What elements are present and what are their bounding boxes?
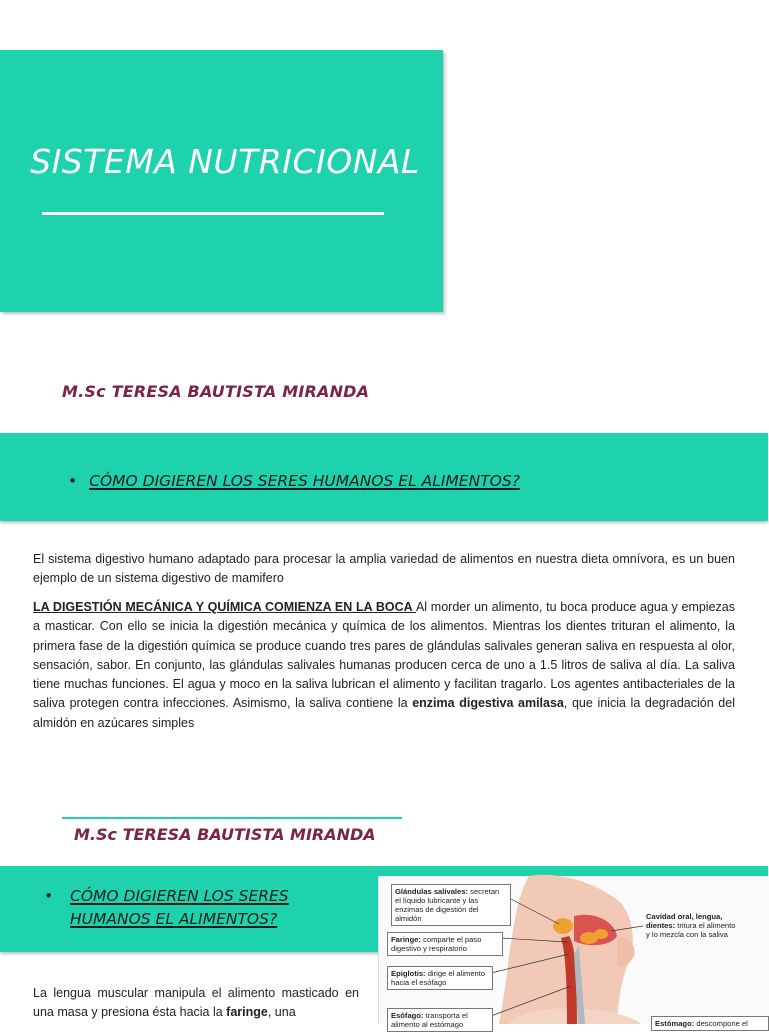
paragraph-text-b: , que inicia la degradación del almidón en azúcares simples xyxy=(33,696,735,730)
digestive-diagram xyxy=(378,876,769,1029)
pharynx-term: faringe xyxy=(226,1005,268,1020)
question-text: CÓMO DIGIEREN LOS SERES HUMANOS EL ALIMENTOS? xyxy=(89,472,520,490)
section-heading: LA DIGESTIÓN MECÁNICA Y QUÍMICA COMIENZA EN LA BOCA xyxy=(33,600,416,614)
label-esophagus: Esófago: transporta el alimento al estómago xyxy=(387,1008,493,1032)
amylase-term: enzima digestiva amilasa xyxy=(412,696,564,711)
label-pharynx: Faringe: comparte el paso digestivo y respiratorio xyxy=(387,932,503,956)
question-text: CÓMO DIGIEREN LOS SERES HUMANOS EL ALIMENTOS? xyxy=(70,887,289,928)
bullet: • xyxy=(68,472,78,490)
question-heading xyxy=(44,885,344,931)
label-oral-cavity: Cavidad oral, lengua, dientes: tritura el alimento y lo mezcla con la saliva xyxy=(646,912,736,939)
paragraph-tongue xyxy=(33,984,359,1023)
bullet: • xyxy=(44,887,54,905)
paragraph-intro: El sistema digestivo humano adaptado para procesar la amplia variedad de alimentos en nuestra dieta omnívora, es un buen ejemplo de un sistema digestivo de mamifero xyxy=(33,552,735,586)
label-epiglottis: Epiglotis: dirige el alimento hacia el esófago xyxy=(387,966,493,990)
author-name: M.Sc TERESA BAUTISTA MIRANDA xyxy=(62,382,370,401)
title-underline xyxy=(42,212,384,215)
paragraph-text-a: La lengua muscular manipula el alimento masticado en una masa y presiona ésta hacia la xyxy=(33,986,359,1020)
paragraph-digestion xyxy=(33,598,735,733)
page-title: SISTEMA NUTRICIONAL xyxy=(30,142,420,181)
divider-line xyxy=(62,817,402,819)
question-heading xyxy=(68,472,520,490)
paragraph-text-a: Al morder un alimento, tu boca produce agua y empiezas a masticar. Con ello se inicia la digestión mecánica y química de los alimentos. Mientras los dientes trituran el alimento, la primera fase de la digestión química se produce cuando tres pares de glándulas salivales generan saliva en respuesta al olor, sensación, sabor. En conjunto, las glándulas salivales humanas producen cerca de uno a 1.5 litros de saliva al día. La saliva tiene muchas funciones. El agua y moco en la saliva lubrican el alimento y facilitan tragarlo. Los agentes antibacteriales de la saliva protegen contra infecciones. Asimismo, la saliva contiene la xyxy=(33,600,735,711)
paragraph-text-b: , una xyxy=(267,1005,296,1020)
label-salivary-glands: Glándulas salivales: secretan el líquido lubricante y las enzimas de digestión del almidón xyxy=(391,884,511,926)
author-name: M.Sc TERESA BAUTISTA MIRANDA xyxy=(74,825,376,844)
label-stomach: Estómago: descompone el xyxy=(651,1016,769,1031)
title-banner xyxy=(0,50,443,312)
